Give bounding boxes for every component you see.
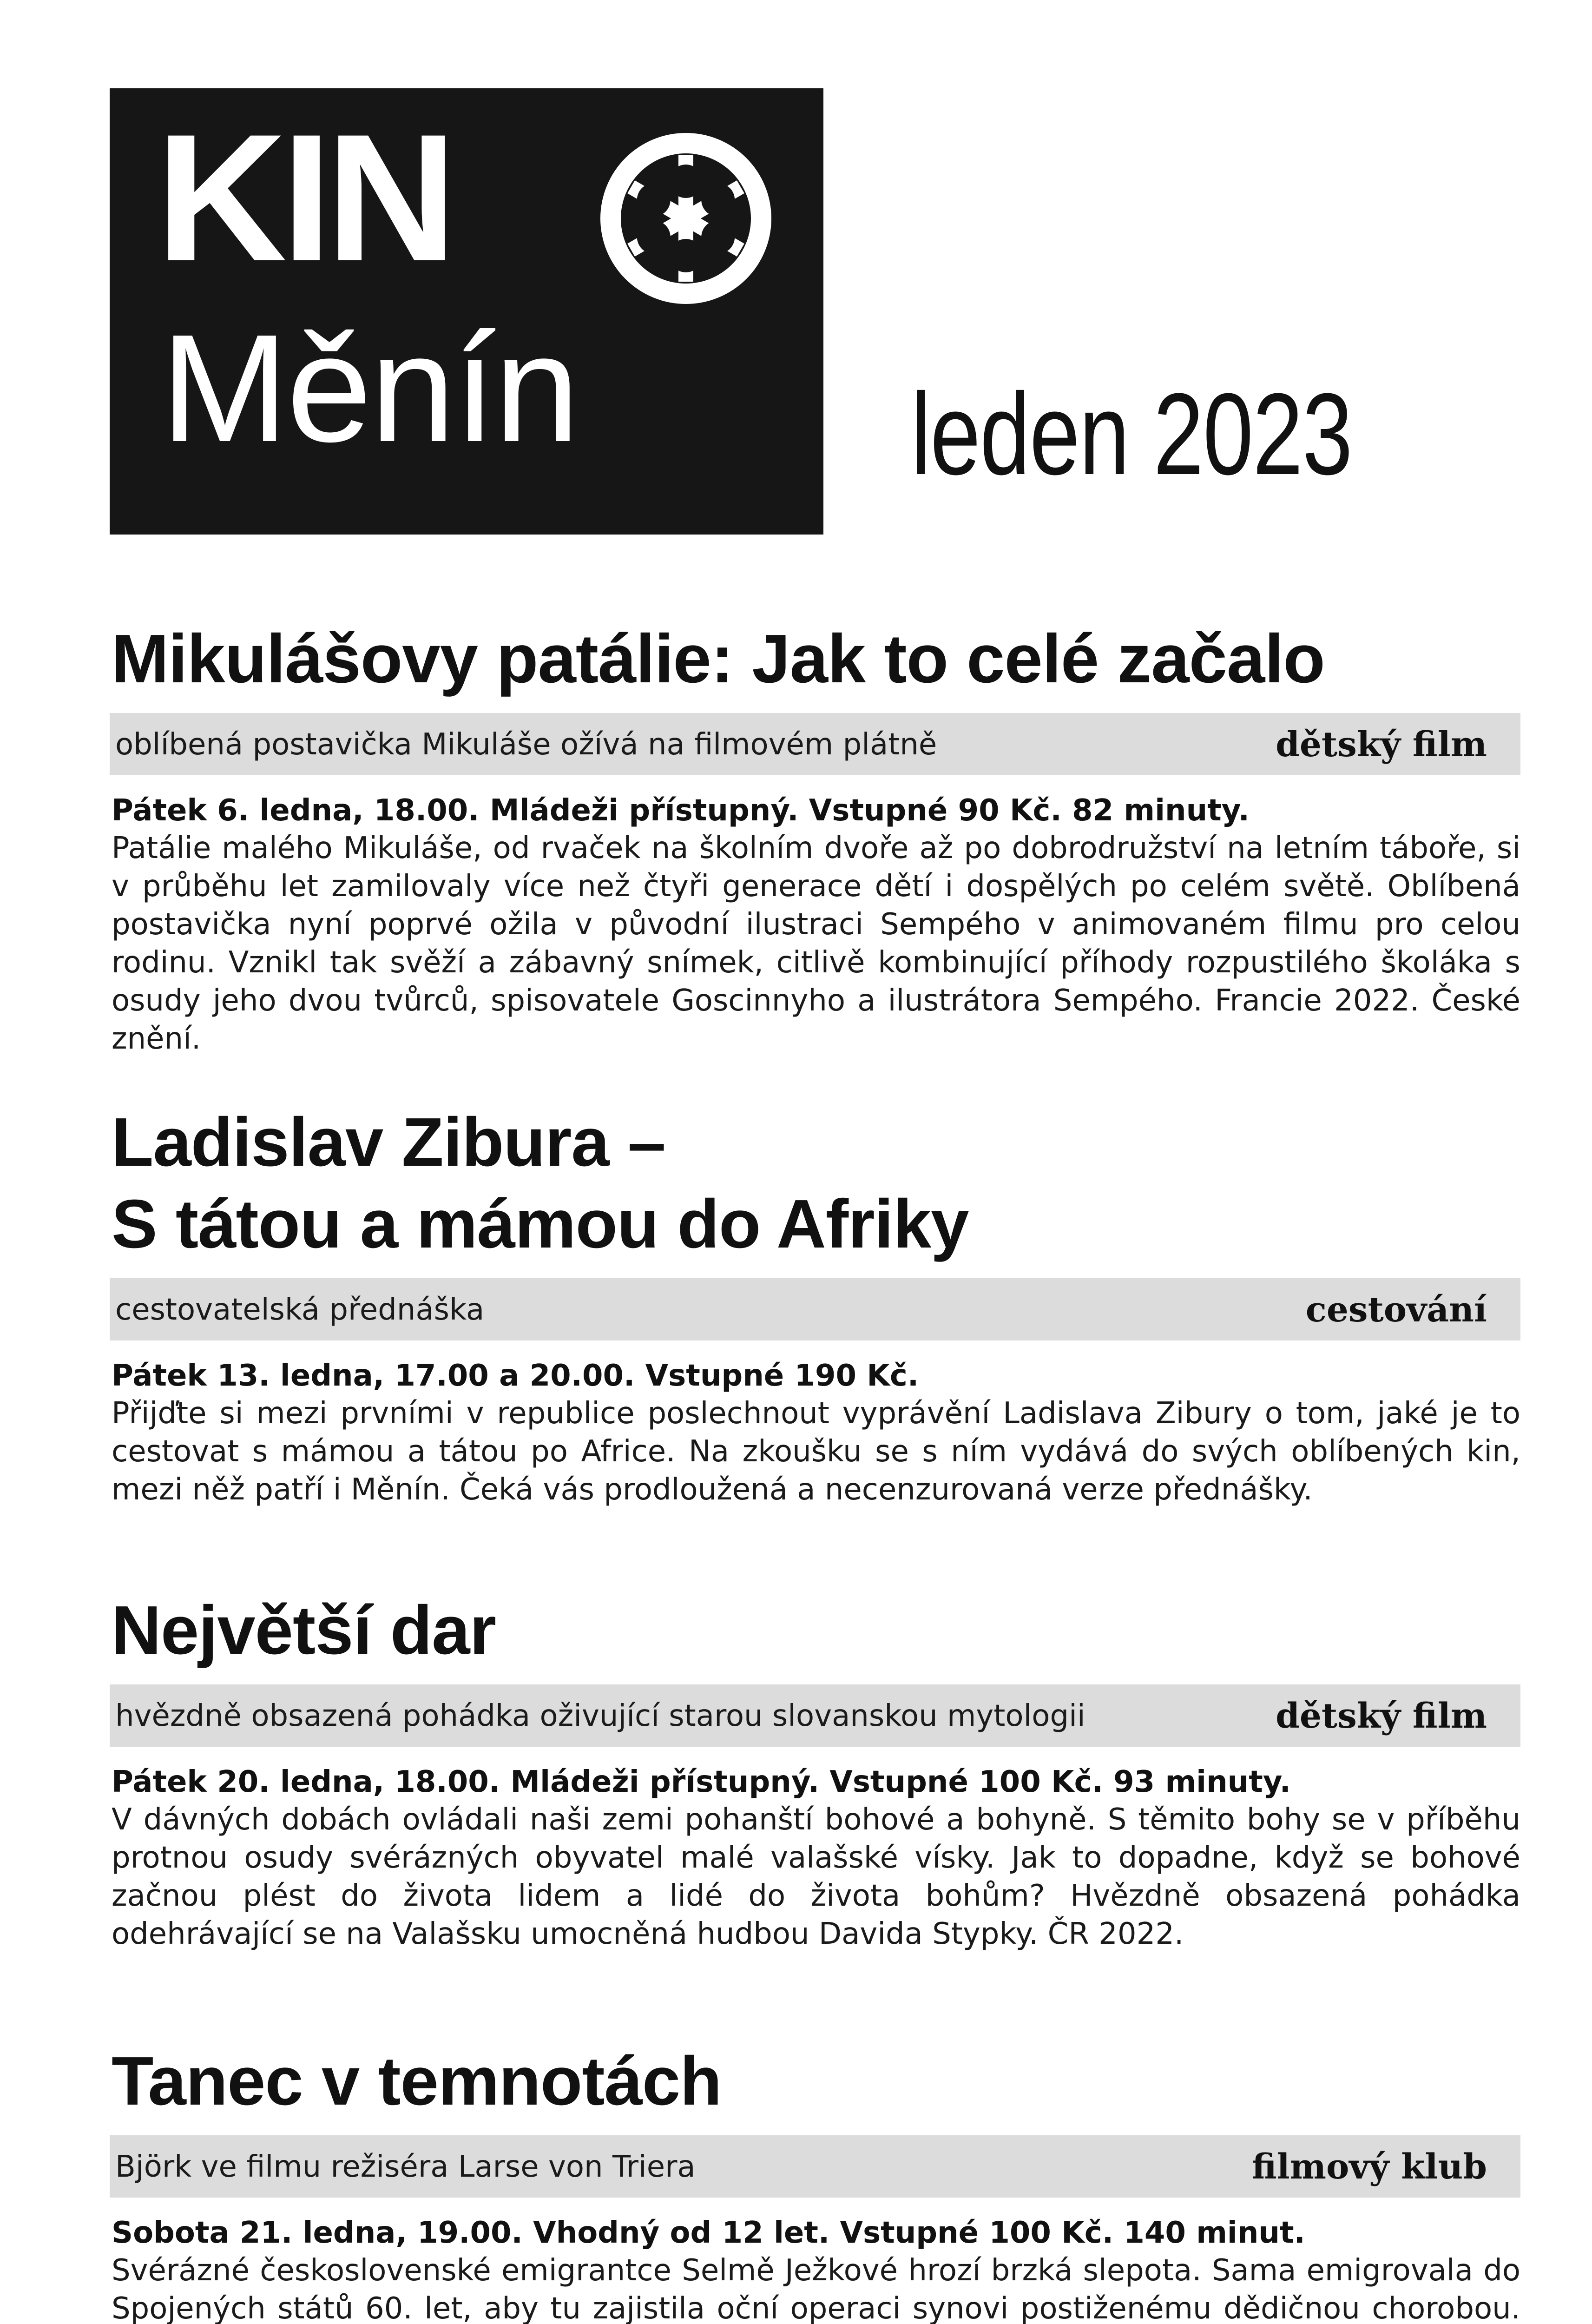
film-genre: dětský film bbox=[1276, 1696, 1487, 1736]
film-info-bar bbox=[110, 1684, 1520, 1747]
film-info-bar bbox=[110, 2135, 1520, 2198]
film-description: Patálie malého Mikuláše, od rvaček na školním dvoře až po dobrodružství na letním táboře, si v průběhu let zamilovaly více než čtyři generace dětí i dospělých po celém světě. Oblíbená postavička nyní poprvé ožila v původní ilustraci Sempého v animovaném filmu pro celou rodinu. Vznikl tak svěží a zábavný snímek, citlivě kombinující příhody rozpustilého školáka s osudy jeho dvou tvůrců, spisovatele Goscinnyho a ilustrátora Sempého. Francie 2022. České znění. bbox=[112, 831, 1520, 1056]
logo-kino-text: KIN bbox=[156, 96, 452, 299]
logo-town-text: Měnín bbox=[161, 302, 578, 474]
film-schedule: Sobota 21. ledna, 19.00. Vhodný od 12 let. Vstupné 100 Kč. 140 minut. bbox=[112, 2216, 1305, 2250]
film-schedule: Pátek 20. ledna, 18.00. Mládeži přístupný. Vstupné 100 Kč. 93 minuty. bbox=[112, 1765, 1291, 1799]
film-title: Největší dar bbox=[112, 1592, 496, 1669]
film-description: Přijďte si mezi prvními v republice poslechnout vyprávění Ladislava Zibury o tom, jaké je to cestovat s mámou a tátou po Africe. Na zkoušku se s ním vydává do svých oblíbených kin, mezi něž patří i Měnín. Čeká vás prodloužená a necenzurovaná verze přednášky. bbox=[112, 1396, 1520, 1507]
film-title: Ladislav Zibura – S tátou a mámou do Afriky bbox=[112, 1104, 969, 1262]
film-tagline: hvězdně obsazená pohádka oživující starou slovanskou mytologii bbox=[115, 1699, 1085, 1733]
film-description: Svérázné československé emigrantce Selmě Ježkové hrozí brzká slepota. Sama emigrovala do Spojených států 60. let, aby tu zajistila oční operaci synovi postiženému dědičnou chorobou. bbox=[112, 2253, 1520, 2324]
film-genre: filmový klub bbox=[1251, 2147, 1487, 2187]
film-description: V dávných dobách ovládali naši zemi pohanští bohové a bohyně. S těmito bohy se v příběhu protnou osudy svérázných obyvatel malé valašské vísky. Jak to dopadne, když se bohové začnou plést do života lidem a lidé do života bohům? Hvězdně obsazená pohádka odehrávající se na Valašsku umocněná hudbou Davida Stypky. ČR 2022. bbox=[112, 1802, 1520, 1951]
film-section-4 bbox=[110, 2040, 1520, 2324]
film-section-1 bbox=[110, 618, 1520, 1058]
film-tagline: oblíbená postavička Mikuláše ožívá na filmovém plátně bbox=[115, 727, 937, 762]
film-tagline: Björk ve filmu režiséra Larse von Triera bbox=[115, 2150, 696, 2184]
film-section-2 bbox=[110, 1102, 1520, 1509]
film-schedule: Pátek 13. ledna, 17.00 a 20.00. Vstupné 190 Kč. bbox=[112, 1359, 919, 1393]
film-genre: cestování bbox=[1305, 1290, 1487, 1330]
program-month: leden 2023 bbox=[911, 369, 1352, 499]
film-reel-icon bbox=[593, 125, 779, 311]
film-genre: dětský film bbox=[1276, 725, 1487, 765]
cinema-logo bbox=[110, 88, 823, 535]
film-title: Tanec v temnotách bbox=[112, 2043, 722, 2119]
film-schedule: Pátek 6. ledna, 18.00. Mládeži přístupný. Vstupné 90 Kč. 82 minuty. bbox=[112, 793, 1250, 828]
film-info-bar bbox=[110, 1278, 1520, 1340]
film-section-3 bbox=[110, 1590, 1520, 1953]
film-tagline: cestovatelská přednáška bbox=[115, 1293, 485, 1327]
film-info-bar bbox=[110, 713, 1520, 775]
film-title: Mikulášovy patálie: Jak to celé začalo bbox=[112, 621, 1325, 697]
